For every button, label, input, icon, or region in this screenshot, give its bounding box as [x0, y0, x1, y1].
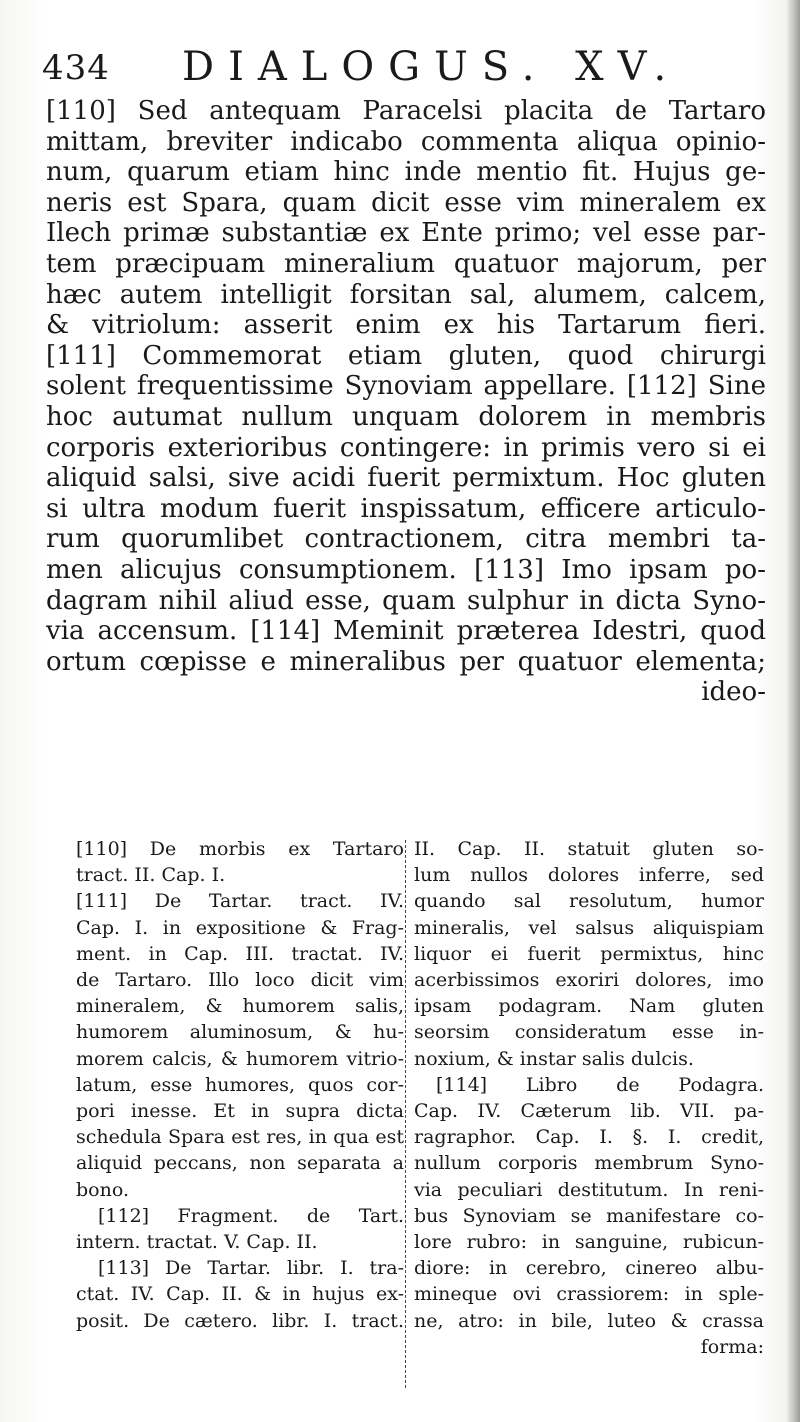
note-line: diore: in cerebro, cinereo albu-	[414, 1257, 764, 1280]
note-line: lum nullos dolores inferre, sed	[414, 864, 764, 887]
note-line: lore rubro: in sanguine, rubicun-	[414, 1231, 764, 1254]
note-line: bus Synoviam se manifestare co-	[414, 1204, 764, 1227]
note-line: mineque ovi crassiorem: in sple-	[414, 1283, 764, 1306]
note-line: aliquid peccans, non separata a	[76, 1152, 404, 1175]
note-line: bono.	[76, 1178, 129, 1201]
note-line: seorsim consideratum esse in-	[414, 1021, 764, 1044]
note-line: II. Cap. II. statuit gluten so-	[414, 838, 764, 860]
note-line: [111] De Tartar. tract. IV.	[76, 890, 404, 913]
note-line: schedula Spara est res, in qua est	[76, 1126, 404, 1149]
note-line: nullum corporis membrum Syno-	[414, 1152, 764, 1175]
note-line: mineralem, & humorem salis,	[76, 995, 404, 1018]
body-line: [110] Sed antequam Paracelsi placita de Tartaro	[46, 96, 766, 126]
note-line: ipsam podagram. Nam gluten	[414, 995, 764, 1018]
footnotes-left-column	[76, 836, 404, 1334]
note-line: Cap. IV. Cæterum lib. VII. pa-	[414, 1100, 764, 1123]
body-line: dagram nihil aliud esse, quam sulphur in dicta Syno-	[46, 585, 766, 616]
note-line: quando sal resolutum, humor	[414, 890, 764, 913]
note-line: [114] Libro de Podagra.	[436, 1073, 764, 1096]
body-line: [111] Commemorat etiam gluten, quod chirurgi	[46, 340, 766, 371]
body-line: mittam, breviter indicabo commenta aliqua opinio-	[46, 126, 766, 157]
note-line: intern. tractat. V. Cap. II.	[76, 1231, 318, 1254]
body-line: aliquid salsi, sive acidi fuerit permixtum. Hoc gluten	[46, 463, 766, 494]
note-line: Cap. I. in expositione & Frag-	[76, 916, 404, 939]
page-header	[42, 40, 772, 90]
body-line: hoc autumat nullum unquam dolorem in membris	[46, 401, 766, 432]
note-line: posit. De cætero. libr. I. tract.	[76, 1309, 404, 1332]
body-line: tem præcipuam mineralium quatuor majorum, per	[46, 248, 766, 279]
note-line: liquor ei fuerit permixtus, hinc	[414, 942, 764, 965]
column-divider	[405, 840, 407, 1388]
note-line: morem calcis, & humorem vitrio-	[76, 1047, 404, 1070]
body-line: Ilech primæ substantiæ ex Ente primo; vel esse par-	[46, 218, 766, 249]
footnotes	[46, 836, 768, 1396]
note-line: humorem aluminosum, & hu-	[76, 1021, 404, 1044]
note-line: ctat. IV. Cap. II. & in hujus ex-	[76, 1283, 404, 1306]
body-line: via accensum. [114] Meminit præterea Idestri, quod	[46, 616, 766, 647]
note-line: [112] Fragment. de Tart.	[98, 1204, 404, 1227]
main-body-text	[46, 96, 766, 708]
note-line: pori inesse. Et in supra dicta	[76, 1100, 404, 1123]
note-line: ragraphor. Cap. I. §. I. credit,	[414, 1126, 764, 1149]
note-line: [113] De Tartar. libr. I. tra-	[98, 1257, 404, 1280]
footnotes-right-column	[414, 836, 764, 1360]
body-line: hæc autem intelligit forsitan sal, alumem, calcem,	[46, 279, 766, 310]
note-line: via peculiari destitutum. In reni-	[414, 1178, 764, 1201]
body-line: solent frequentissime Synoviam appellare. [112] Sine	[46, 371, 766, 402]
page-edge-shadow	[786, 0, 800, 1422]
body-line: si ultra modum fuerit inspissatum, efficere articulo-	[46, 493, 766, 524]
note-line: noxium, & instar salis dulcis.	[414, 1047, 694, 1070]
note-line: tract. II. Cap. I.	[76, 864, 226, 887]
running-title: DIALOGUS. XV.	[182, 44, 681, 90]
note-line: de Tartaro. Illo loco dicit vim	[76, 969, 404, 992]
note-catchword: forma:	[700, 1335, 764, 1358]
body-line: neris est Spara, quam dicit esse vim mineralem ex	[46, 187, 766, 218]
note-line: acerbissimos exoriri dolores, imo	[414, 969, 764, 992]
note-line: ne, atro: in bile, luteo & crassa	[414, 1309, 764, 1332]
note-line: mineralis, vel salsus aliquispiam	[414, 916, 764, 939]
body-line: num, quarum etiam hinc inde mentio fit. Hujus ge-	[46, 157, 766, 188]
body-line: & vitriolum: asserit enim ex his Tartarum fieri.	[46, 310, 766, 341]
body-line: corporis exterioribus contingere: in primis vero si ei	[46, 432, 766, 463]
body-line: ortum cœpisse e mineralibus per quatuor elementa;	[46, 646, 766, 677]
body-line: men alicujus consumptionem. [113] Imo ipsam po-	[46, 554, 766, 585]
note-line: [110] De morbis ex Tartaro	[76, 838, 404, 860]
page-number: 434	[42, 48, 110, 88]
body-line: rum quorumlibet contractionem, citra membri ta-	[46, 524, 766, 555]
note-line: ment. in Cap. III. tractat. IV.	[76, 942, 404, 965]
note-line: latum, esse humores, quos cor-	[76, 1073, 404, 1096]
catchword: ideo-	[701, 677, 766, 708]
